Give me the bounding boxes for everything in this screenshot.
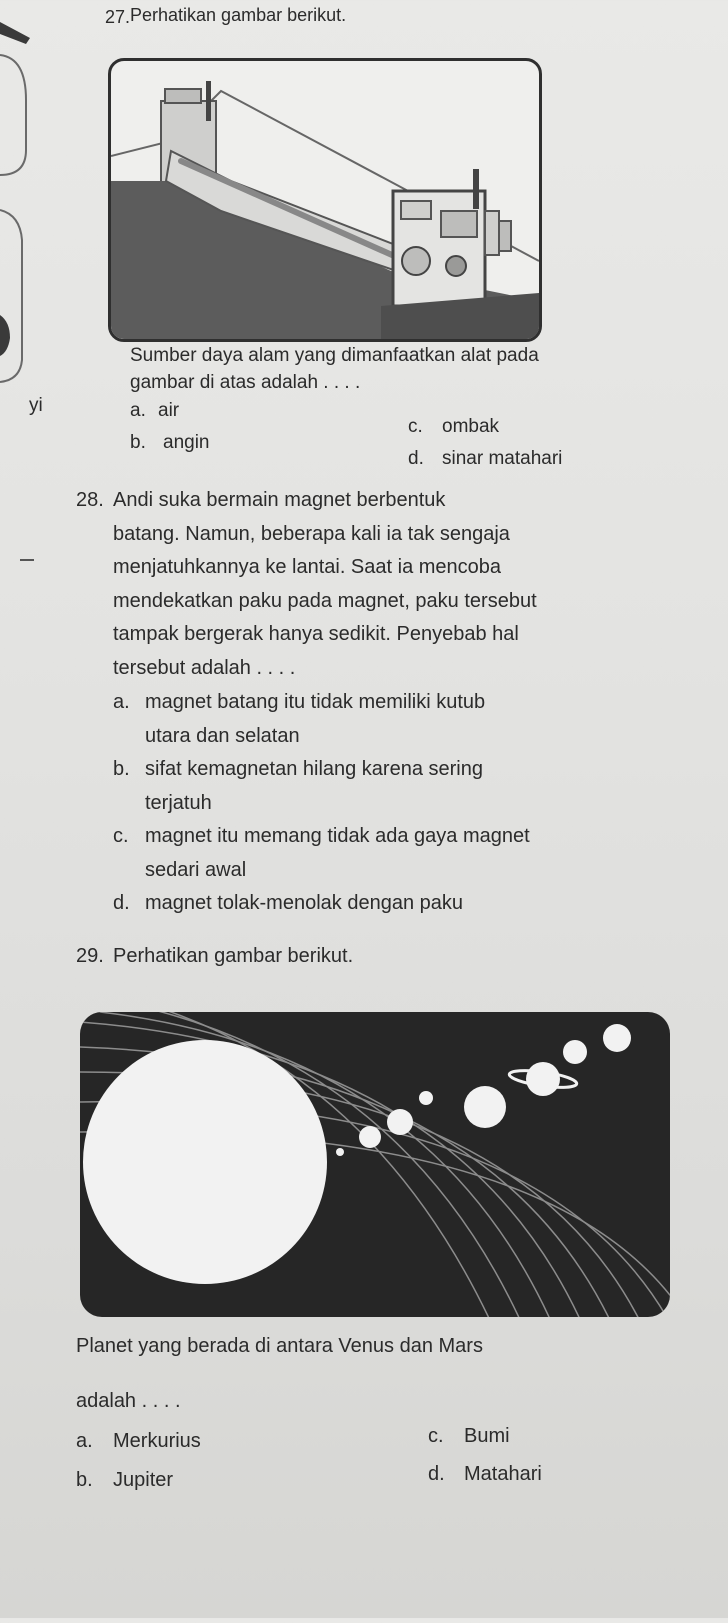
q28-option-b-letter: b.: [113, 758, 130, 780]
solar-system-illustration: [80, 1012, 670, 1317]
q27-prompt: Perhatikan gambar berikut.: [130, 5, 347, 25]
q28-option-d-letter: d.: [113, 892, 130, 914]
q27-question-line2: gambar di atas adalah . . . .: [130, 372, 361, 393]
q27-option-b-letter: b.: [130, 432, 146, 453]
q27-option-c-letter: c.: [408, 416, 423, 437]
q28-line: Andi suka bermain magnet berbentuk: [113, 489, 446, 511]
q27-option-d-text: sinar matahari: [442, 448, 563, 469]
q28-option-d-text: magnet tolak-menolak dengan paku: [145, 892, 463, 914]
q29-question-line2: adalah . . . .: [76, 1390, 181, 1412]
q29-option-a-text: Merkurius: [113, 1430, 201, 1452]
q28-option-a-letter: a.: [113, 691, 130, 713]
q29-option-d-text: Matahari: [464, 1463, 542, 1485]
left-page-edge: [0, 0, 48, 1618]
q29-number: 29.: [76, 945, 104, 967]
q29-option-b-letter: b.: [76, 1469, 93, 1491]
q28-option-b-text: sifat kemagnetan hilang karena sering terjatuh: [145, 758, 483, 814]
q29-option-b-text: Jupiter: [113, 1469, 174, 1491]
q28-paragraph: [113, 484, 537, 686]
q28-option-c-letter: c.: [113, 825, 129, 847]
q27-option-a-letter: a.: [130, 400, 146, 421]
q29-prompt: Perhatikan gambar berikut.: [113, 945, 354, 967]
q28-option-c-text: magnet itu memang tidak ada gaya magnet sedari awal: [145, 825, 530, 881]
q27-question-line1: Sumber daya alam yang dimanfaatkan alat pada: [130, 345, 539, 366]
q27-option-d-letter: d.: [408, 448, 424, 469]
q29-option-a-letter: a.: [76, 1430, 93, 1452]
margin-mark: yi: [29, 395, 43, 416]
q29-option-c-letter: c.: [428, 1425, 444, 1447]
hydropower-illustration: [108, 58, 542, 342]
q29-option-c-text: Bumi: [464, 1425, 510, 1447]
q28-line: tersebut adalah . . . .: [113, 656, 296, 679]
q27-option-c-text: ombak: [442, 416, 500, 437]
q28-option-a-text: magnet batang itu tidak memiliki kutub utara dan selatan: [145, 691, 486, 747]
q28-line: mendekatkan paku pada magnet, paku tersebut: [113, 589, 537, 612]
q28-number: 28.: [76, 489, 104, 511]
q29-option-d-letter: d.: [428, 1463, 445, 1485]
q27-option-b-text: angin: [163, 432, 210, 453]
q28-line: menjatuhkannya ke lantai. Saat ia mencoba: [113, 556, 502, 579]
q27-number: 27.: [105, 7, 131, 27]
sun-circle: [83, 1040, 327, 1284]
q28-line: batang. Namun, beberapa kali ia tak sengaja: [113, 522, 510, 545]
q29-question-line1: Planet yang berada di antara Venus dan Mars: [76, 1335, 483, 1357]
q28-line: tampak bergerak hanya sedikit. Penyebab hal: [113, 623, 519, 646]
q27-option-a-text: air: [158, 400, 180, 421]
